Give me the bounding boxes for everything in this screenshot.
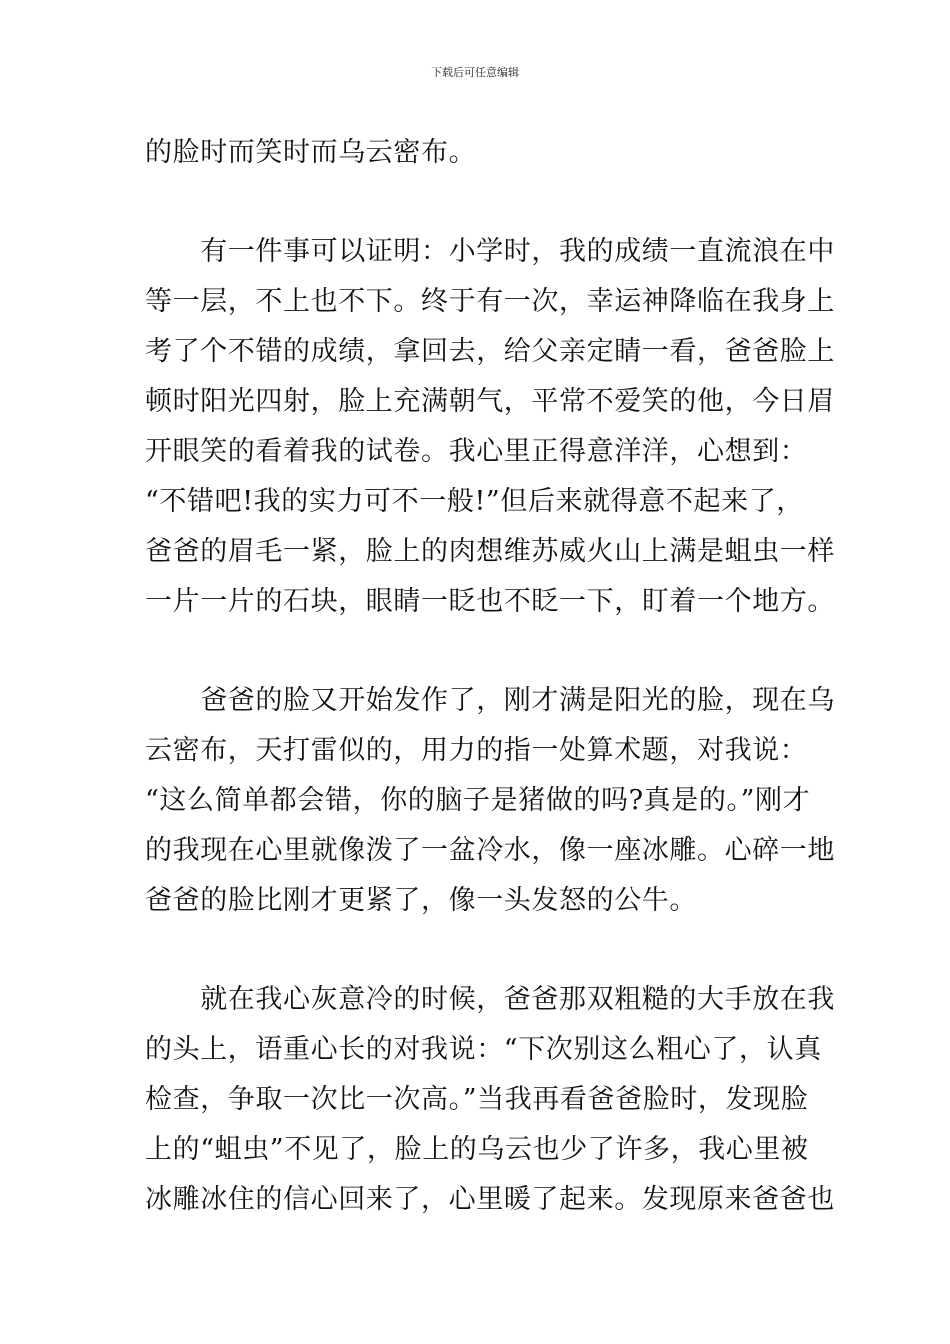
document-body bbox=[145, 128, 835, 1225]
text-line: 上的“蛆虫”不见了，脸上的乌云也少了许多，我心里被 bbox=[145, 1134, 809, 1165]
text-line: 冰雕冰住的信心回来了，心里暖了起来。发现原来爸爸也 bbox=[145, 1184, 835, 1215]
paragraph-gap bbox=[145, 627, 810, 676]
text-line: 爸爸的脸比刚才更紧了，像一头发怒的公牛。 bbox=[145, 885, 697, 916]
text-line: “不错吧!我的实力可不一般!”但后来就得意不起来了， bbox=[145, 486, 804, 517]
text-line: 的头上，语重心长的对我说：“下次别这么粗心了，认真 bbox=[145, 1034, 822, 1065]
paragraph-gap bbox=[145, 178, 810, 227]
paragraph bbox=[145, 227, 835, 627]
paragraph bbox=[145, 128, 810, 178]
text-line: “这么简单都会错，你的脑子是猪做的吗?真是的。”刚才 bbox=[145, 785, 811, 816]
text-line: 的我现在心里就像泼了一盆冷水，像一座冰雕。心碎一地 bbox=[145, 835, 835, 866]
text-line: 检查，争取一次比一次高。”当我再看爸爸脸时，发现脸 bbox=[145, 1084, 809, 1115]
text-line: 一片一片的石块，眼睛一眨也不眨一下，盯着一个地方。 bbox=[145, 586, 835, 617]
text-line: 云密布，天打雷似的，用力的指一处算术题，对我说： bbox=[145, 735, 808, 766]
paragraph-gap bbox=[145, 926, 810, 975]
page-header: 下载后可任意编辑 bbox=[431, 66, 519, 79]
text-line: 的脸时而笑时而乌云密布。 bbox=[145, 137, 477, 168]
text-line: 等一层，不上也不下。终于有一次，幸运神降临在我身上 bbox=[145, 286, 835, 317]
text-line: 有一件事可以证明：小学时，我的成绩一直流浪在中 bbox=[145, 236, 835, 267]
text-line: 开眼笑的看着我的试卷。我心里正得意洋洋，心想到： bbox=[145, 436, 808, 467]
text-line: 就在我心灰意冷的时候，爸爸那双粗糙的大手放在我 bbox=[145, 984, 835, 1015]
text-line: 爸爸的眉毛一紧，脸上的肉想维苏威火山上满是蛆虫一样 bbox=[145, 536, 835, 567]
paragraph bbox=[145, 975, 835, 1225]
paragraph bbox=[145, 676, 835, 926]
text-line: 爸爸的脸又开始发作了，刚才满是阳光的脸，现在乌 bbox=[145, 685, 835, 716]
text-line: 考了个不错的成绩，拿回去，给父亲定睛一看，爸爸脸上 bbox=[145, 336, 835, 367]
text-line: 顿时阳光四射，脸上充满朝气，平常不爱笑的他，今日眉 bbox=[145, 386, 835, 417]
